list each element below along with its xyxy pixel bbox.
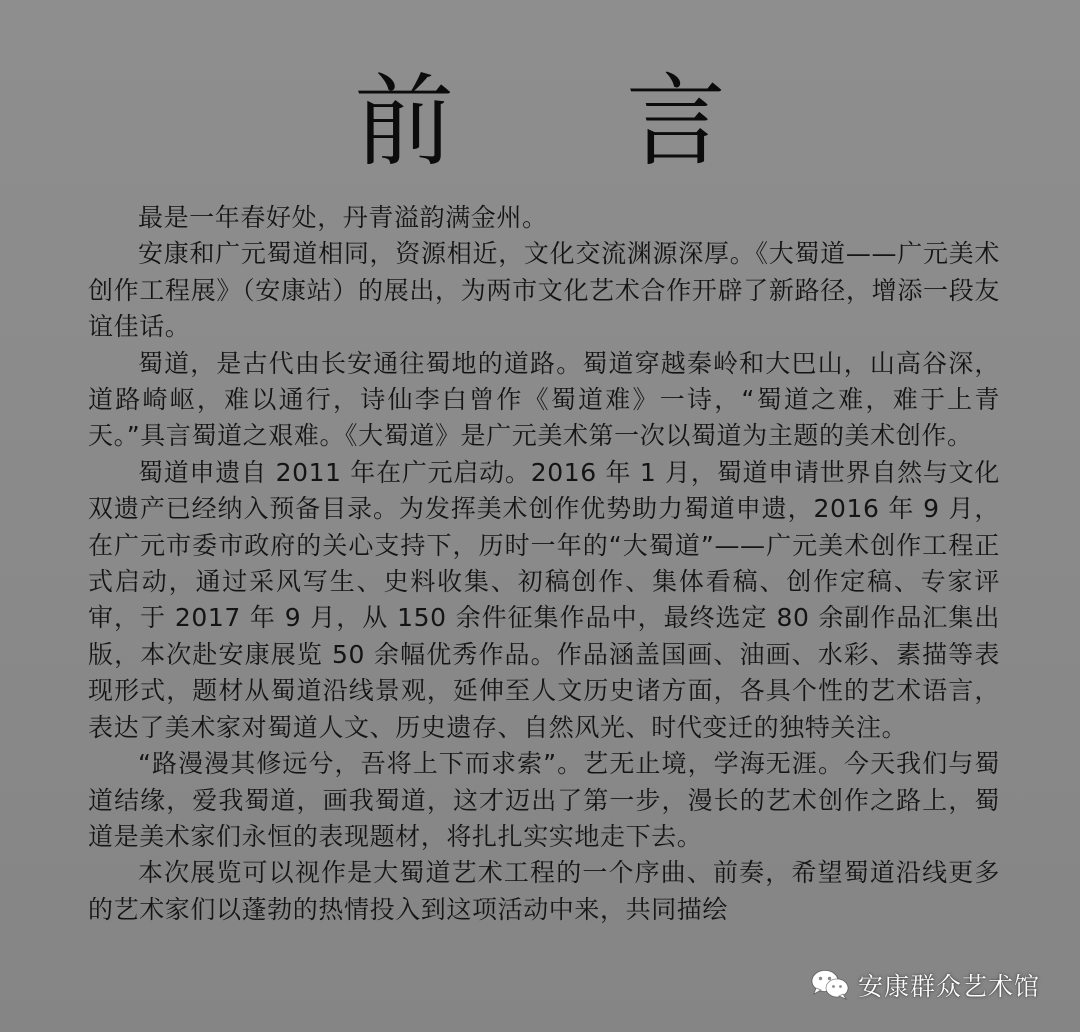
document-body [88,200,1000,928]
paragraph-3: 蜀道，是古代由长安通往蜀地的道路。蜀道穿越秦岭和大巴山，山高谷深，道路崎岖，难以通行，诗仙李白曾作《蜀道难》一诗，“蜀道之难，难于上青天。”具言蜀道之艰难。《大蜀道》是广元美术第一次以蜀道为主题的美术创作。 [88,348,1000,451]
paragraph-6: 本次展览可以视作是大蜀道艺术工程的一个序曲、前奏，希望蜀道沿线更多的艺术家们以蓬勃的热情投入到这项活动中来，共同描绘 [88,858,1000,924]
paragraph-4: 蜀道申遗自 2011 年在广元启动。2016 年 1 月，蜀道申请世界自然与文化双遗产已经纳入预备目录。为发挥美术创作优势助力蜀道申遗，2016 年 9 月，在广元市委市政府的关心支持下，历时一年的“大蜀道”——广元美术创作工程正式启动，通过采风写生、史料收集、初稿创作、集体看稿、创作定稿、专家评审，于 2017 年 9 月，从 150 余件征集作品中，最终选定 80 余副作品汇集出版，本次赴安康展览 50 余幅优秀作品。作品涵盖国画、油画、水彩、素描等表现形式，题材从蜀道沿线景观，延伸至人文历史诸方面，各具个性的艺术语言，表达了美术家对蜀道人文、历史遗存、自然风光、时代变迁的独特关注。 [88,457,1000,742]
watermark-text: 安康群众艺术馆 [858,972,1041,1001]
watermark [810,962,1040,1008]
wechat-icon [810,969,850,1001]
paragraph-1: 最是一年春好处，丹青溢韵满金州。 [138,203,548,232]
page-title: 前 言 [354,63,796,180]
paragraph-5: “路漫漫其修远兮，吾将上下而求索”。艺无止境，学海无涯。今天我们与蜀道结缘，爱我蜀道，画我蜀道，这才迈出了第一步，漫长的艺术创作之路上，蜀道是美术家们永恒的表现题材，将扎扎实实地走下去。 [88,749,1000,851]
paragraph-2: 安康和广元蜀道相同，资源相近，文化交流渊源深厚。《大蜀道——广元美术创作工程展》（安康站）的展出，为两市文化艺术合作开辟了新路径，增添一段友谊佳话。 [88,239,1000,342]
